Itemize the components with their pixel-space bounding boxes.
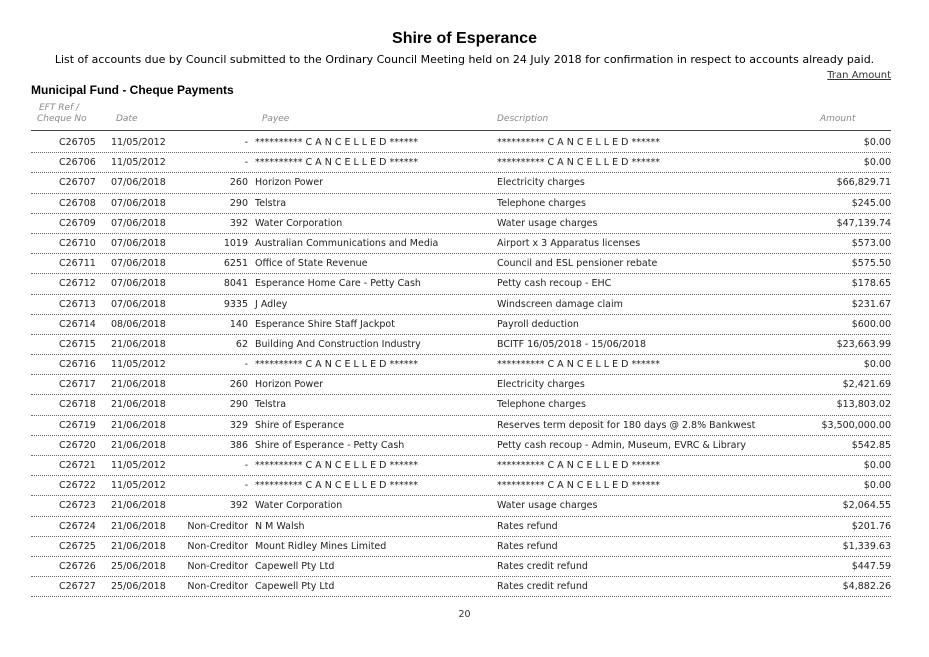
description-cell: Reserves term deposit for 180 days @ 2.8% Bankwest <box>497 419 756 431</box>
creditor-code-cell: - <box>244 359 248 371</box>
amount-cell: $66,829.71 <box>836 177 891 189</box>
description-cell: Telephone charges <box>497 197 586 209</box>
creditor-code-cell: 1019 <box>223 237 248 249</box>
amount-cell: $47,139.74 <box>836 217 891 229</box>
payee-cell: ********** C A N C E L L E D ****** <box>255 137 418 148</box>
date-cell: 21/06/2018 <box>111 439 166 451</box>
page-title: Shire of Esperance <box>392 30 537 47</box>
payee-cell: Building And Construction Industry <box>255 338 421 350</box>
amount-cell: $2,421.69 <box>842 379 891 391</box>
creditor-code-cell: - <box>244 460 248 471</box>
col-header-date: Date <box>116 114 138 124</box>
amount-cell: $23,663.99 <box>836 338 891 350</box>
description-cell: Petty cash recoup - Admin, Museum, EVRC & Library <box>497 439 747 451</box>
amount-cell: $447.59 <box>851 560 891 572</box>
description-cell: Telephone charges <box>497 399 586 411</box>
table-row <box>31 274 891 294</box>
table-row <box>31 254 891 274</box>
tran-amount-label: Tran Amount <box>827 70 891 81</box>
creditor-code-cell: - <box>244 480 248 492</box>
creditor-code-cell: Non-Creditor <box>187 581 248 593</box>
description-cell: ********** C A N C E L L E D ****** <box>497 460 660 471</box>
description-cell: Electricity charges <box>497 177 585 189</box>
date-cell: 21/06/2018 <box>111 500 166 512</box>
description-cell: Electricity charges <box>497 379 585 391</box>
creditor-code-cell: 260 <box>229 177 248 189</box>
table-row <box>31 153 891 173</box>
cheque-no-cell: C26722 <box>59 480 96 492</box>
creditor-code-cell: Non-Creditor <box>187 520 248 532</box>
payee-cell: Horizon Power <box>255 177 324 189</box>
description-cell: Windscreen damage claim <box>497 298 623 310</box>
cheque-no-cell: C26710 <box>59 237 96 249</box>
creditor-code-cell: 260 <box>229 379 248 391</box>
payee-cell: Office of State Revenue <box>255 258 368 270</box>
cheque-no-cell: C26718 <box>59 399 96 411</box>
date-cell: 21/06/2018 <box>111 540 166 552</box>
amount-cell: $2,064.55 <box>842 500 891 512</box>
cheque-no-cell: C26706 <box>59 157 96 169</box>
date-cell: 07/06/2018 <box>111 298 166 310</box>
table-row <box>31 517 891 537</box>
page-number: 20 <box>458 609 471 620</box>
creditor-code-cell: Non-Creditor <box>187 540 248 552</box>
payee-cell: N M Walsh <box>255 520 305 532</box>
table-row <box>31 416 891 436</box>
amount-cell: $0.00 <box>863 359 891 371</box>
amount-cell: $1,339.63 <box>842 540 891 552</box>
amount-cell: $0.00 <box>863 137 891 148</box>
date-cell: 08/06/2018 <box>111 318 166 330</box>
description-cell: Petty cash recoup - EHC <box>497 278 612 290</box>
amount-cell: $542.85 <box>851 439 891 451</box>
table-row <box>31 577 891 597</box>
date-cell: 11/05/2012 <box>111 460 166 471</box>
payee-cell: Shire of Esperance - Petty Cash <box>255 439 405 451</box>
payee-cell: Telstra <box>255 399 287 411</box>
payee-cell: Water Corporation <box>255 217 343 229</box>
page-subtitle: List of accounts due by Council submitted to the Ordinary Council Meeting held on 24 July 2018 for confirmation in respect to accounts already paid. <box>54 53 875 66</box>
cheque-no-cell: C26707 <box>59 177 96 189</box>
cheque-no-cell: C26711 <box>59 258 96 270</box>
date-cell: 21/06/2018 <box>111 419 166 431</box>
date-cell: 11/05/2012 <box>111 137 166 148</box>
payee-cell: ********** C A N C E L L E D ****** <box>255 460 418 471</box>
creditor-code-cell: - <box>244 157 248 169</box>
payee-cell: Australian Communications and Media <box>255 237 439 249</box>
amount-cell: $13,803.02 <box>836 399 891 411</box>
col-header-description: Description <box>497 114 549 124</box>
amount-cell: $201.76 <box>851 520 891 532</box>
cheque-no-cell: C26717 <box>59 379 96 391</box>
description-cell: ********** C A N C E L L E D ****** <box>497 137 660 148</box>
description-cell: BCITF 16/05/2018 - 15/06/2018 <box>497 338 647 350</box>
date-cell: 07/06/2018 <box>111 278 166 290</box>
amount-cell: $575.50 <box>851 258 891 270</box>
description-cell: ********** C A N C E L L E D ****** <box>497 359 660 371</box>
description-cell: Water usage charges <box>497 217 598 229</box>
cheque-no-cell: C26721 <box>59 460 96 471</box>
amount-cell: $245.00 <box>851 197 891 209</box>
cheque-no-cell: C26712 <box>59 278 96 290</box>
table-row <box>31 214 891 234</box>
cheque-no-cell: C26715 <box>59 338 96 350</box>
amount-cell: $0.00 <box>863 157 891 169</box>
cheque-no-cell: C26713 <box>59 298 96 310</box>
payee-cell: Telstra <box>255 197 287 209</box>
creditor-code-cell: 290 <box>229 399 248 411</box>
date-cell: 07/06/2018 <box>111 258 166 270</box>
payments-table <box>31 133 891 597</box>
date-cell: 25/06/2018 <box>111 581 166 593</box>
col-header-cheque-no: Cheque No <box>37 114 87 124</box>
creditor-code-cell: 140 <box>229 318 248 330</box>
payee-cell: Esperance Home Care - Petty Cash <box>255 278 421 290</box>
payee-cell: Mount Ridley Mines Limited <box>255 540 387 552</box>
date-cell: 21/06/2018 <box>111 379 166 391</box>
payee-cell: Horizon Power <box>255 379 324 391</box>
description-cell: Rates refund <box>497 540 558 552</box>
col-header-eft-ref: EFT Ref / <box>39 103 80 113</box>
date-cell: 07/06/2018 <box>111 217 166 229</box>
table-row <box>31 173 891 193</box>
cheque-no-cell: C26720 <box>59 439 96 451</box>
description-cell: Rates credit refund <box>497 581 588 593</box>
table-row <box>31 496 891 516</box>
table-row <box>31 375 891 395</box>
header-divider <box>31 130 891 131</box>
cheque-no-cell: C26723 <box>59 500 96 512</box>
date-cell: 07/06/2018 <box>111 177 166 189</box>
description-cell: ********** C A N C E L L E D ****** <box>497 157 660 169</box>
cheque-no-cell: C26716 <box>59 359 96 371</box>
table-row <box>31 476 891 496</box>
table-row <box>31 133 891 153</box>
payee-cell: J Adley <box>255 298 288 310</box>
creditor-code-cell: 8041 <box>223 278 248 290</box>
description-cell: Airport x 3 Apparatus licenses <box>497 237 641 249</box>
table-row <box>31 395 891 415</box>
payee-cell: ********** C A N C E L L E D ****** <box>255 157 418 169</box>
amount-cell: $600.00 <box>851 318 891 330</box>
creditor-code-cell: 9335 <box>223 298 248 310</box>
cheque-no-cell: C26705 <box>59 137 96 148</box>
creditor-code-cell: 386 <box>229 439 248 451</box>
date-cell: 11/05/2012 <box>111 480 166 492</box>
creditor-code-cell: 392 <box>229 500 248 512</box>
amount-cell: $4,882.26 <box>842 581 891 593</box>
col-header-amount: Amount <box>820 114 856 124</box>
payee-cell: Water Corporation <box>255 500 343 512</box>
date-cell: 21/06/2018 <box>111 399 166 411</box>
payee-cell: Capewell Pty Ltd <box>255 560 335 572</box>
cheque-no-cell: C26714 <box>59 318 96 330</box>
table-row <box>31 194 891 214</box>
section-title: Municipal Fund - Cheque Payments <box>31 83 234 97</box>
description-cell: Council and ESL pensioner rebate <box>497 258 658 270</box>
cheque-no-cell: C26709 <box>59 217 96 229</box>
amount-cell: $0.00 <box>863 480 891 492</box>
payee-cell: Capewell Pty Ltd <box>255 581 335 593</box>
table-row <box>31 537 891 557</box>
payee-cell: Shire of Esperance <box>255 419 345 431</box>
table-row <box>31 234 891 254</box>
table-row <box>31 355 891 375</box>
payee-cell: ********** C A N C E L L E D ****** <box>255 359 418 371</box>
amount-cell: $573.00 <box>851 237 891 249</box>
description-cell: Payroll deduction <box>497 318 579 330</box>
creditor-code-cell: - <box>244 137 248 148</box>
date-cell: 07/06/2018 <box>111 197 166 209</box>
cheque-no-cell: C26719 <box>59 419 96 431</box>
table-row <box>31 456 891 476</box>
creditor-code-cell: 62 <box>235 338 248 350</box>
amount-cell: $231.67 <box>851 298 891 310</box>
creditor-code-cell: 392 <box>229 217 248 229</box>
description-cell: Water usage charges <box>497 500 598 512</box>
cheque-no-cell: C26726 <box>59 560 96 572</box>
creditor-code-cell: 329 <box>229 419 248 431</box>
table-row <box>31 436 891 456</box>
amount-cell: $3,500,000.00 <box>821 419 891 431</box>
date-cell: 11/05/2012 <box>111 359 166 371</box>
payee-cell: ********** C A N C E L L E D ****** <box>255 480 418 492</box>
cheque-no-cell: C26724 <box>59 520 96 532</box>
table-row <box>31 557 891 577</box>
col-header-payee: Payee <box>262 114 290 124</box>
table-row <box>31 315 891 335</box>
creditor-code-cell: Non-Creditor <box>187 560 248 572</box>
creditor-code-cell: 290 <box>229 197 248 209</box>
description-cell: Rates credit refund <box>497 560 588 572</box>
date-cell: 25/06/2018 <box>111 560 166 572</box>
description-cell: Rates refund <box>497 520 558 532</box>
description-cell: ********** C A N C E L L E D ****** <box>497 480 660 492</box>
cheque-no-cell: C26725 <box>59 540 96 552</box>
table-row <box>31 335 891 355</box>
date-cell: 21/06/2018 <box>111 520 166 532</box>
creditor-code-cell: 6251 <box>223 258 248 270</box>
date-cell: 11/05/2012 <box>111 157 166 169</box>
amount-cell: $0.00 <box>863 460 891 471</box>
amount-cell: $178.65 <box>851 278 891 290</box>
cheque-no-cell: C26708 <box>59 197 96 209</box>
date-cell: 21/06/2018 <box>111 338 166 350</box>
date-cell: 07/06/2018 <box>111 237 166 249</box>
cheque-no-cell: C26727 <box>59 581 96 593</box>
payee-cell: Esperance Shire Staff Jackpot <box>255 318 395 330</box>
table-row <box>31 295 891 315</box>
